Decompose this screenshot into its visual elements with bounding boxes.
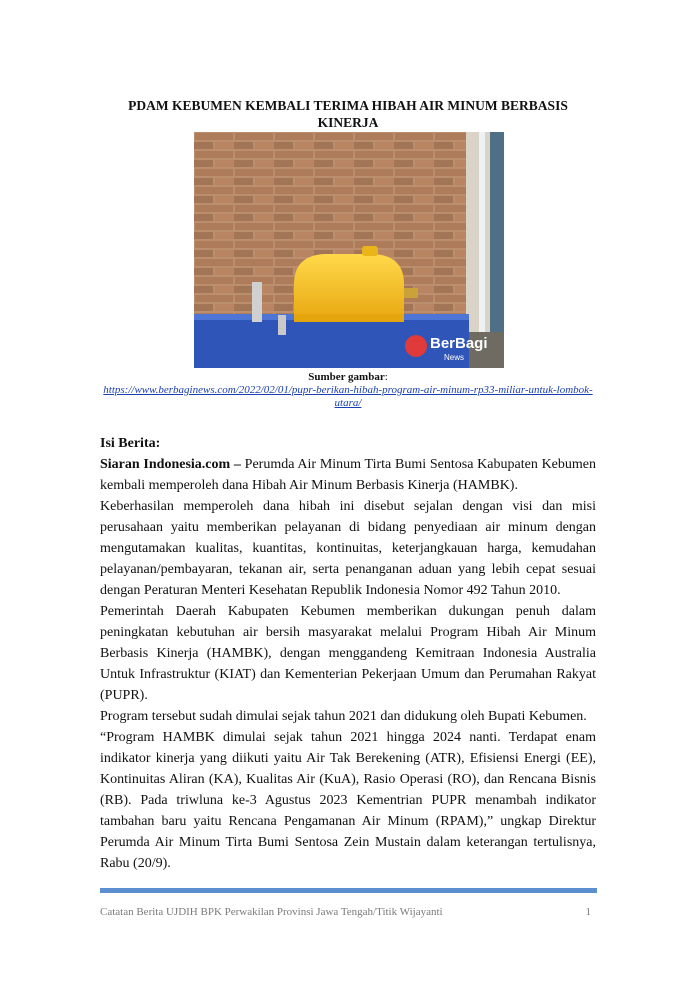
caption-source-link[interactable]: https://www.berbaginews.com/2022/02/01/pupr-berikan-hibah-program-air-minum-rp33-miliar-untuk-lombok-utara/: [103, 384, 593, 409]
section-heading: Isi Berita:: [100, 436, 161, 451]
page-footer: [100, 906, 597, 922]
watermark-brand: BerBagi: [430, 335, 488, 352]
article-photo: [194, 132, 504, 368]
paragraph-1: Siaran Indonesia.com – Perumda Air Minum Tirta Bumi Sentosa Kabupaten Kebumen kembali memperoleh dana Hibah Air Minum Berbasis Kinerja (HAMBK).: [100, 457, 596, 493]
image-caption: Sumber gambar: https://www.berbaginews.com/2022/02/01/pupr-berikan-hibah-program-air-minum-rp33-miliar-untuk-lombok-utara/: [103, 371, 593, 409]
berbagi-logo-icon: [405, 335, 427, 357]
footer-rule: [100, 888, 597, 893]
news-source: Siaran Indonesia.com –: [100, 457, 241, 472]
watermark-sub: News: [444, 353, 465, 362]
article-body: [100, 433, 596, 874]
paragraph-3: Pemerintah Daerah Kabupaten Kebumen memberikan dukungan penuh dalam peningkatan kebutuhan air bersih masyarakat melalui Program Hibah Air Minum Berbasis Kinerja (HAMBK), dengan menggandeng Kemitraan Indonesia Australia Untuk Infrastruktur (KIAT) dan Kementerian Pekerjaan Umum dan Perumahan Rakyat (PUPR).: [100, 604, 596, 703]
paragraph-2: Keberhasilan memperoleh dana hibah ini disebut sejalan dengan visi dan misi perusahaan yaitu memberikan pelayanan di bidang penyediaan air minum dengan mengutamakan kualitas, kuantitas, kontinuitas, keterjangkauan harga, kemudahan pelayanan/pembayaran, tekanan air, serta penanganan aduan yang lebih cepat sesuai dengan Peraturan Menteri Kesehatan Republik Indonesia Nomor 492 Tahun 2010.: [100, 499, 596, 598]
caption-label: Sumber gambar: [308, 371, 385, 383]
page-number: 1: [585, 906, 591, 918]
paragraph-4: Program tersebut sudah dimulai sejak tahun 2021 dan didukung oleh Bupati Kebumen.: [100, 709, 587, 724]
water-meter-photo: [194, 132, 504, 368]
paragraph-5: “Program HAMBK dimulai sejak tahun 2021 hingga 2024 nanti. Terdapat enam indikator kinerja yang diikuti yaitu Air Tak Berekening (ATR), Efisiensi Energi (EE), Kontinuitas Aliran (KA), Kualitas Air (KuA), Rasio Operasi (RO), dan Rencana Bisnis (RB). Pada triwluna ke-3 Agustus 2023 Kementrian PUPR menambah indikator tambahan baru yaitu Rencana Pengamanan Air Minum (RPAM),” ungkap Direktur Perumda Air Minum Tirta Bumi Sentosa Zein Mustain dalam keterangan tertulisnya, Rabu (20/9).: [100, 730, 596, 871]
footer-text: Catatan Berita UJDIH BPK Perwakilan Provinsi Jawa Tengah/Titik Wijayanti: [100, 906, 443, 918]
article-title: PDAM KEBUMEN KEMBALI TERIMA HIBAH AIR MINUM BERBASIS KINERJA: [128, 98, 568, 130]
